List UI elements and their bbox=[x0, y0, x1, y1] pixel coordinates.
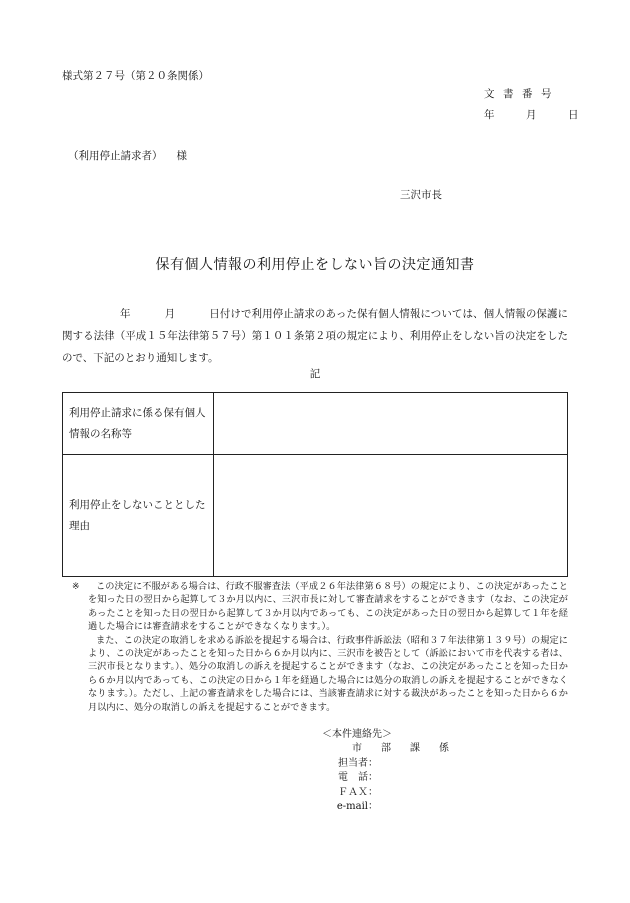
note-paragraph-lawsuit: また、この決定の取消しを求める訴訟を提起する場合は、行政事件訴訟法（昭和３７年法律第１３９号）の規定により、この決定があったことを知った日から６か月以内に、三沢市を被告として（訴訟において市を代表する者は、三沢市長となります。）、処分の取消しの訴えを提起することができます（なお、この決定があったことを知った日から６か月以内であっても、この決定の日から１年を経過した場合には処分の取消しの訴えを提起することができなくなります。）。ただし、上記の審査請求をした場合には、当該審査請求に対する裁決があったことを知った日から６か月以内に、処分の取消しの訴えを提起することができます。 bbox=[88, 634, 568, 713]
addressee-name: （利用停止請求者） bbox=[68, 150, 163, 162]
contact-row-fax bbox=[322, 786, 468, 800]
notice-table bbox=[62, 392, 568, 577]
contact-key-phone: 電 話： bbox=[338, 772, 378, 784]
contact-heading: ＜本件連絡先＞ bbox=[322, 729, 392, 740]
ki-marker: 記 bbox=[309, 368, 321, 380]
date-month-label: 月 bbox=[526, 109, 537, 121]
dept-division: 課 bbox=[410, 743, 420, 755]
table-row bbox=[63, 393, 568, 455]
contact-row-phone bbox=[322, 771, 468, 785]
contact-row-email bbox=[322, 800, 468, 814]
document-number-label: 文書番号 bbox=[484, 88, 560, 100]
form-number: 様式第２７号（第２０条関係） bbox=[62, 70, 209, 82]
table-row bbox=[63, 455, 568, 577]
body-year-label: 年 bbox=[120, 308, 131, 320]
dept-bureau: 部 bbox=[381, 743, 391, 755]
document-title: 保有個人情報の利用停止をしない旨の決定通知書 bbox=[155, 257, 475, 273]
contact-key-email: e-mail： bbox=[336, 801, 378, 813]
contact-department bbox=[322, 742, 468, 756]
date-year-label: 年 bbox=[484, 109, 495, 121]
contact-key-person: 担当者： bbox=[338, 757, 378, 769]
dept-section: 係 bbox=[439, 743, 449, 755]
dept-city: 市 bbox=[352, 743, 362, 755]
date-day-label: 日 bbox=[568, 109, 579, 121]
table-value-info-name[interactable] bbox=[214, 393, 568, 455]
note-paragraph-appeal: この決定に不服がある場合は、行政不服審査法（平成２６年法律第６８号）の規定により、この決定があったことを知った日の翌日から起算して３か月以内に、三沢市長に対して審査請求をすることができます（なお、この決定があったことを知った日の翌日から起算して３か月以内であっても、この決定があった日の翌日から起算して１年を経過した場合には審査請求をすることができなくなります。）。 bbox=[88, 581, 568, 633]
table-label-reason: 利用停止をしないこととした理由 bbox=[63, 455, 214, 577]
addressee-honorific: 様 bbox=[176, 150, 187, 162]
body-paragraph: 日付けで利用停止請求のあった保有個人情報については、個人情報の保護に関する法律（平成１５年法律第５７号）第１０１条第２項の規定により、利用停止をしない旨の決定をしたので、下記のとおり通知します。 bbox=[62, 308, 569, 364]
contact-block bbox=[322, 728, 468, 814]
table-value-reason[interactable] bbox=[214, 455, 568, 577]
note-mark: ※ bbox=[72, 581, 80, 592]
body-month-label: 月 bbox=[164, 308, 176, 320]
document-date bbox=[484, 105, 579, 125]
sender: 三沢市長 bbox=[400, 189, 442, 201]
contact-row-person bbox=[322, 757, 468, 771]
addressee bbox=[68, 146, 187, 166]
body-text bbox=[62, 303, 568, 369]
notes bbox=[62, 580, 568, 714]
contact-key-fax: ＦＡＸ： bbox=[338, 786, 378, 798]
table-label-info-name: 利用停止請求に係る保有個人情報の名称等 bbox=[63, 393, 214, 455]
